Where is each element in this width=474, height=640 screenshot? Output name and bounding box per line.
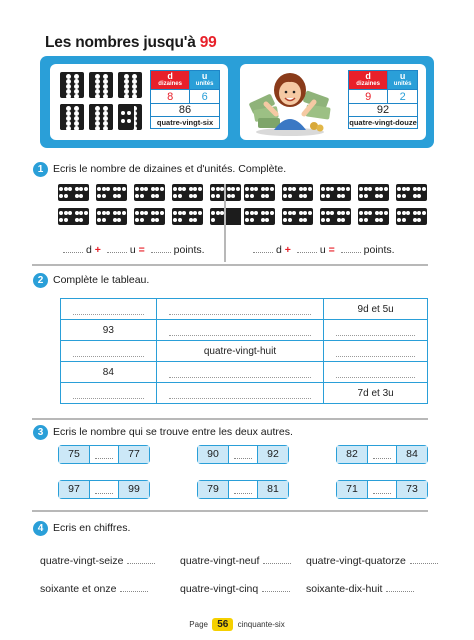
units-value: 2 (388, 90, 418, 104)
upper-number: 81 (258, 481, 288, 498)
answer-field[interactable] (228, 446, 258, 463)
page-title: Les nombres jusqu'à 99 (45, 34, 217, 51)
exercise-4-instruction: Ecris en chiffres. (53, 522, 131, 534)
number-words: quatre-vingt-six (151, 117, 220, 129)
number-words-item: quatre-vingt-neuf (180, 555, 291, 567)
points-answer-field[interactable] (341, 243, 361, 253)
domino-tile (134, 208, 165, 225)
number-value: 86 (151, 104, 220, 117)
exercise-1-answer-left: d + u = points. (60, 243, 205, 256)
digits-answer-field[interactable] (386, 584, 414, 592)
number-words-item: soixante-dix-huit (306, 583, 414, 595)
table-cell[interactable] (324, 320, 428, 341)
lower-number: 75 (59, 446, 89, 463)
number-words-item: soixante et onze (40, 583, 148, 595)
domino-tile (134, 184, 165, 201)
section-divider (32, 418, 428, 420)
units-answer-field[interactable] (107, 243, 127, 253)
tens-header: d dizaines (349, 71, 388, 90)
tens-value: 8 (151, 90, 190, 104)
upper-number: 99 (119, 481, 149, 498)
number-words-item: quatre-vingt-quatorze (306, 555, 438, 567)
table-cell[interactable] (61, 383, 157, 404)
domino-ten (89, 104, 113, 130)
domino-tile (320, 184, 351, 201)
between-number-box (336, 445, 428, 464)
table-row (61, 383, 428, 404)
exercise-1-dominoes-right (244, 184, 427, 225)
exercise-4-badge: 4 (33, 521, 48, 536)
answer-field[interactable] (228, 481, 258, 498)
exercise-1-divider (224, 184, 226, 262)
answer-field[interactable] (89, 481, 119, 498)
hero-card-left (50, 64, 228, 140)
domino-tile (358, 208, 389, 225)
domino-tile (58, 184, 89, 201)
domino-tile (396, 184, 427, 201)
table-cell[interactable] (61, 341, 157, 362)
table-cell: 93 (61, 320, 157, 341)
section-divider (32, 510, 428, 512)
table-row (61, 362, 428, 383)
girl-with-money-illustration (248, 68, 332, 136)
domino-tile (96, 184, 127, 201)
table-cell[interactable] (61, 299, 157, 320)
table-cell[interactable] (324, 341, 428, 362)
exercise-3-badge: 3 (33, 425, 48, 440)
upper-number: 77 (119, 446, 149, 463)
units-header: u unités (190, 71, 220, 90)
upper-number: 92 (258, 446, 288, 463)
table-cell: quatre-vingt-huit (156, 341, 324, 362)
exercise-2-table (60, 298, 428, 404)
answer-field[interactable] (367, 446, 397, 463)
page-footer: Page 56 cinquante-six (189, 619, 285, 630)
domino-tile (96, 208, 127, 225)
lower-number: 82 (337, 446, 367, 463)
tens-value: 9 (349, 90, 388, 104)
table-cell[interactable] (156, 383, 324, 404)
number-words-item: quatre-vingt-seize (40, 555, 155, 567)
table-cell[interactable] (156, 362, 324, 383)
domino-tile (320, 208, 351, 225)
upper-number: 73 (397, 481, 427, 498)
tens-units-table-left (150, 70, 220, 129)
domino-ten (60, 104, 84, 130)
upper-number: 84 (397, 446, 427, 463)
domino-six-units (118, 104, 134, 130)
number-words: quatre-vingt-douze (349, 118, 417, 127)
domino-tile (244, 208, 275, 225)
answer-field[interactable] (89, 446, 119, 463)
domino-tile (58, 208, 89, 225)
lower-number: 97 (59, 481, 89, 498)
tens-units-table-right (348, 70, 418, 129)
domino-tile (244, 184, 275, 201)
units-header: u unités (388, 71, 418, 90)
between-number-box (336, 480, 428, 499)
lower-number: 79 (198, 481, 228, 498)
domino-tile (282, 208, 313, 225)
units-value: 6 (190, 90, 220, 104)
exercise-2-instruction: Complète le tableau. (53, 274, 150, 286)
hero-card-right (240, 64, 426, 140)
exercise-1-dominoes-left (58, 184, 241, 225)
domino-tile (172, 184, 203, 201)
table-cell[interactable] (156, 299, 324, 320)
domino-tile (358, 184, 389, 201)
tens-answer-field[interactable] (63, 243, 83, 253)
table-cell: 7d et 3u (324, 383, 428, 404)
number-words-item: quatre-vingt-cinq (180, 583, 290, 595)
table-cell: 9d et 5u (324, 299, 428, 320)
units-answer-field[interactable] (297, 243, 317, 253)
between-number-box (58, 445, 150, 464)
between-number-box (197, 480, 289, 499)
lower-number: 71 (337, 481, 367, 498)
exercise-1-answer-right: d + u = points. (250, 243, 395, 256)
table-row (61, 320, 428, 341)
digits-answer-field[interactable] (263, 556, 291, 564)
exercise-1-badge: 1 (33, 162, 48, 177)
domino-tile (172, 208, 203, 225)
table-row (61, 341, 428, 362)
exercise-3-instruction: Ecris le nombre qui se trouve entre les deux autres. (53, 426, 293, 438)
digits-answer-field[interactable] (410, 556, 438, 564)
exercise-1-instruction: Ecris le nombre de dizaines et d'unités. Complète. (53, 163, 287, 175)
domino-tile (282, 184, 313, 201)
table-cell[interactable] (324, 362, 428, 383)
between-number-box (58, 480, 150, 499)
between-number-box (197, 445, 289, 464)
page-number-badge: 56 (212, 618, 233, 631)
exercise-2-badge: 2 (33, 273, 48, 288)
hero-banner (40, 56, 434, 148)
answer-field[interactable] (367, 481, 397, 498)
table-cell[interactable] (156, 320, 324, 341)
lower-number: 90 (198, 446, 228, 463)
tens-answer-field[interactable] (253, 243, 273, 253)
digits-answer-field[interactable] (127, 556, 155, 564)
tens-header: d dizaines (151, 71, 190, 90)
digits-answer-field[interactable] (262, 584, 290, 592)
number-value: 92 (349, 104, 418, 117)
table-cell: 84 (61, 362, 157, 383)
digits-answer-field[interactable] (120, 584, 148, 592)
table-row (61, 299, 428, 320)
domino-tile (396, 208, 427, 225)
points-answer-field[interactable] (151, 243, 171, 253)
section-divider (32, 264, 428, 266)
